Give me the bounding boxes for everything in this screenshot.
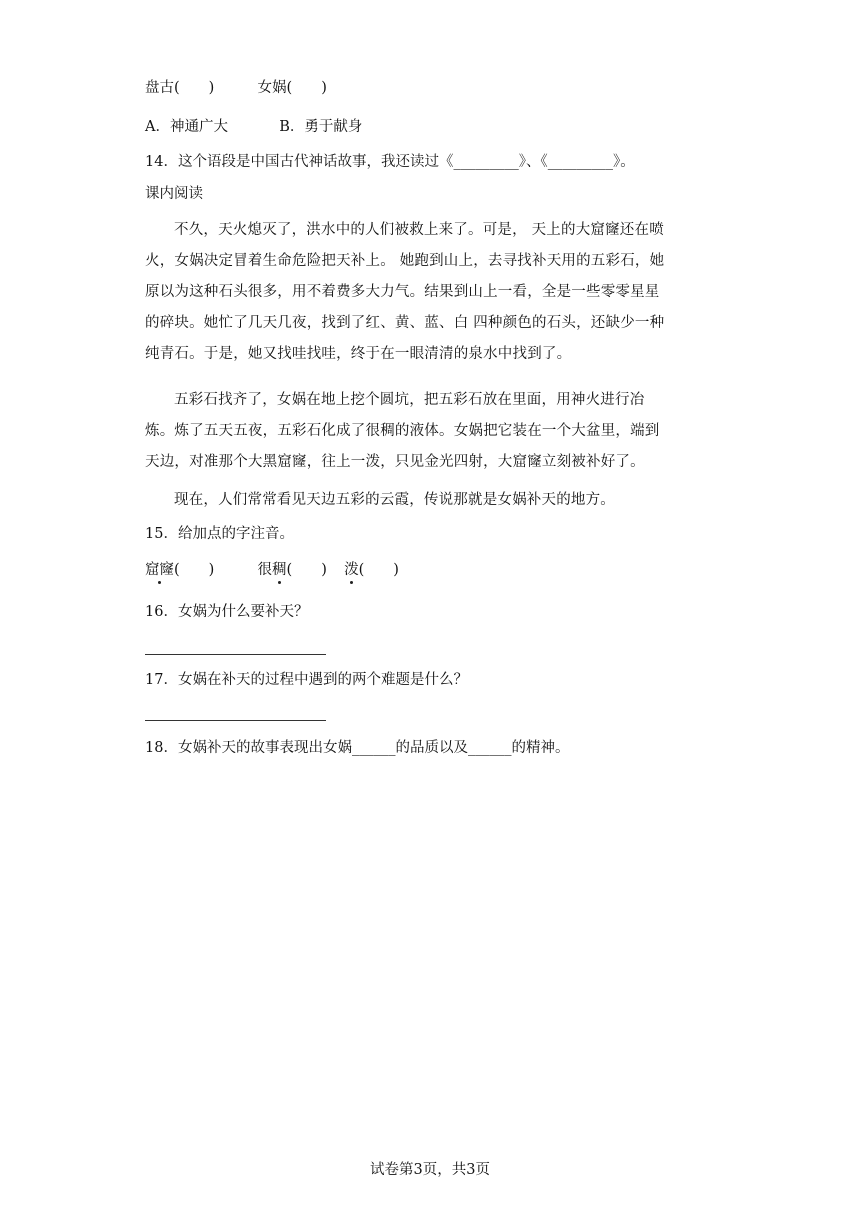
q15-blank-3: ( ): [358, 562, 399, 578]
question-18: 18．女娲补天的故事表现出女娲______的品质以及______的精神。: [145, 740, 570, 756]
passage-text-2: 五彩石找齐了，女娲在地上挖个圆坑，把五彩石放在里面，用神火进行冶炼。炼了五天五夜，五彩石化成了很稠的液体。女娲把它装在一个大盆里，端到天边，对准那个大黑窟窿，往上一泼，只见金光四射，大窟窿立刻被补好了。: [145, 392, 660, 470]
q16-answer-line: [145, 654, 326, 655]
question-16: 16．女娲为什么要补天？: [145, 604, 309, 620]
question-14: 14．这个语段是中国古代神话故事，我还读过《_________》、《_________》。: [145, 154, 635, 170]
q13-pangu-blank: 盘古( ): [145, 80, 215, 96]
q15-plain-char: 很: [257, 562, 273, 578]
passage-text-1: 不久，天火熄灭了，洪水中的人们被救上来了。可是， 天上的大窟窿还在喷火，女娲决定冒着生命危险把天补上。 她跑到山上，去寻找补天用的五彩石，她原以为这种石头很多，用不着费多大力气。结果到山上一看，全是一些零零星星的碎块。她忙了几天几夜，找到了红、黄、蓝、白 四种颜色的石头，还缺少一种纯青石。于是，她又找哇找哇，终于在一眼清清的泉水中找到了。: [145, 222, 665, 362]
q15-dotted-word-2: 稠: [272, 562, 287, 578]
q15-blank-1: ( ): [174, 562, 215, 578]
q13-nuwa-blank: 女娲( ): [257, 80, 327, 96]
question-17: 17．女娲在补天的过程中遇到的两个难题是什么？: [145, 672, 468, 688]
q15-blank-2: ( ): [286, 562, 327, 578]
page-footer: 试卷第3页，共3页: [370, 1162, 490, 1178]
passage-paragraph-3: [145, 485, 665, 516]
q13-answer-row: [145, 78, 327, 98]
question-15: 15．给加点的字注音。: [145, 526, 294, 542]
q13-option-b: B．勇于献身: [279, 119, 363, 135]
passage-paragraph-1: [145, 215, 665, 370]
passage-text-3: 现在，人们常常看见天边五彩的云霞，传说那就是女娲补天的地方。: [174, 492, 615, 508]
section-title: 课内阅读: [145, 186, 203, 202]
q17-answer-line: [145, 720, 326, 721]
q13-option-a: A．神通广大: [145, 119, 228, 135]
q15-dotted-word-3: 泼: [344, 562, 359, 578]
q15-answer-row: [145, 560, 399, 580]
passage-paragraph-2: [145, 385, 665, 478]
q13-options-row: [145, 117, 362, 137]
q15-dotted-word-1: 窟窿: [145, 562, 174, 578]
